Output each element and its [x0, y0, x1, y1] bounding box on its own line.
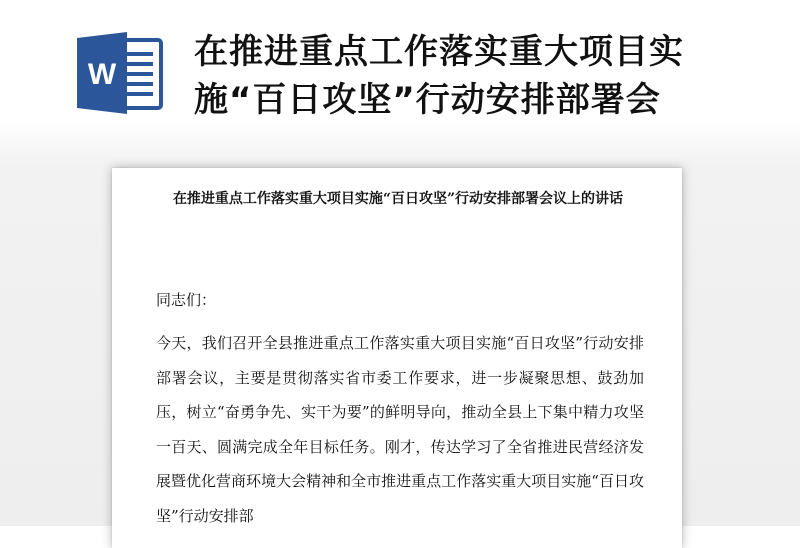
body-paragraph: 今天，我们召开全县推进重点工作落实重大项目实施“百日攻坚”行动安排部署会议，主要是贯彻落实省市委工作要求，进一步凝聚思想、鼓劲加压，树立“奋勇争先、实干为要”的鲜明导向，推动全县上下集中精力攻坚一百天、圆满完成全年目标任务。刚才，传达学习了全省推进民营经济发展暨优化营商环境大会精神和全市推进重点工作落实重大项目实施“百日攻坚”行动安排部	[156, 334, 644, 525]
word-icon-letter: W	[87, 58, 117, 91]
document-page	[112, 168, 682, 548]
document-title: 在推进重点工作落实重大项目实施“百日攻坚”行动安排部署会议上的讲话	[172, 191, 624, 207]
word-document-icon	[75, 32, 165, 114]
promo-banner	[0, 0, 800, 140]
salutation: 同志们：	[156, 291, 217, 309]
banner-title: 在推进重点工作落实重大项目实施“百日攻坚”行动安排部署会	[194, 32, 684, 120]
